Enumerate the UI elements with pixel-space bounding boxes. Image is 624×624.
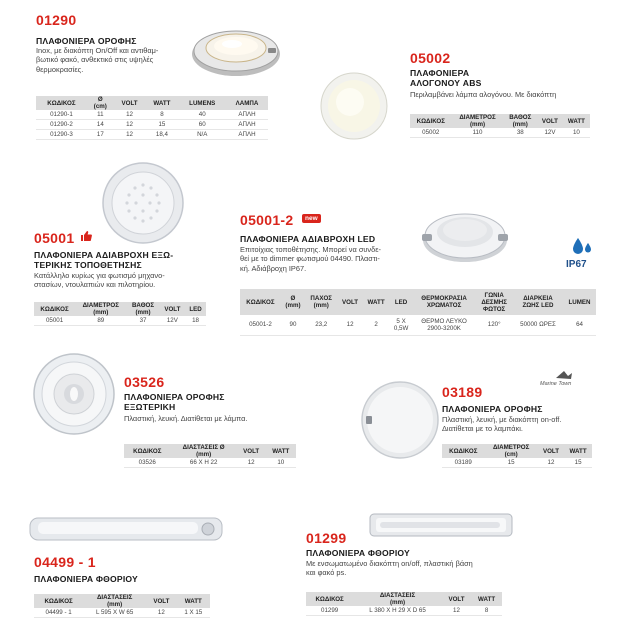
- table-header-row: [34, 594, 210, 608]
- column-header: ΚΩΔΙΚΟΣ: [34, 302, 75, 316]
- table-cell: 10: [266, 458, 296, 468]
- product-title: ΠΛΑΦΟΝΙΕΡΑ ΦΘΟΡΙΟΥ: [306, 548, 410, 558]
- column-header: LUMEN: [563, 289, 596, 315]
- column-header: VOLT: [237, 444, 266, 458]
- desc-line: κή. Αδιάβροχη IP67.: [240, 263, 307, 273]
- table-row: [34, 608, 210, 618]
- column-header: ΚΩΔΙΚΟΣ: [442, 444, 485, 458]
- product-description: [306, 559, 473, 578]
- column-header: ΚΩΔΙΚΟΣ: [34, 594, 83, 608]
- table-cell: 12: [146, 608, 177, 618]
- product-code: 03526: [124, 374, 165, 390]
- column-header: WATT: [363, 289, 390, 315]
- table-row: [36, 120, 268, 130]
- product-title: ΠΛΑΦΟΝΙΕΡΑ ΦΘΟΡΙΟΥ: [34, 574, 138, 584]
- spec-table: [410, 114, 590, 138]
- table-cell: 01290-1: [36, 110, 87, 120]
- product-title: ΠΛΑΦΟΝΙΕΡΑ ΑΔΙΑΒΡΟΧΗ ΕΞΩ- ΤΕΡΙΚΗΣ ΤΟΠΟΘΕΤΗΣΗΣ: [34, 250, 174, 270]
- table-cell: 1 X 15: [177, 608, 210, 618]
- table-cell: 12: [114, 110, 146, 120]
- desc-line: Περιλαμβάνει λάμπα αλογόνου. Με διακόπτη: [410, 90, 557, 99]
- product-description: [410, 90, 556, 99]
- column-header: WATT: [564, 444, 592, 458]
- column-header: VOLT: [537, 114, 563, 128]
- column-header: VOLT: [160, 302, 186, 316]
- table-cell: 8: [471, 606, 502, 616]
- spec-table: [240, 289, 596, 336]
- table-cell: 64: [563, 315, 596, 335]
- table-cell: 40: [179, 110, 226, 120]
- column-header: VOLT: [337, 289, 362, 315]
- table-cell: 11: [87, 110, 114, 120]
- water-drops-icon: [570, 236, 594, 258]
- desc-line: και φακό ps.: [306, 568, 347, 578]
- table-cell: 110: [452, 128, 504, 138]
- table-cell: 15: [485, 458, 538, 468]
- table-cell: 18: [185, 316, 206, 326]
- table-row: [36, 130, 268, 140]
- desc-line: θεί με το dimmer φωτισμού 04490. Πλαστι-: [240, 254, 380, 264]
- column-header: LED: [185, 302, 206, 316]
- column-header: VOLT: [114, 96, 146, 110]
- table-cell: 12V: [160, 316, 186, 326]
- table-cell: 2: [363, 315, 390, 335]
- column-header: VOLT: [146, 594, 177, 608]
- product-title: ΠΛΑΦΟΝΙΕΡΑ ΟΡΟΦΗΣ: [442, 404, 543, 414]
- halogen-ceiling-light-image: [318, 70, 390, 142]
- table-cell: 05001: [34, 316, 75, 326]
- table-cell: 15: [145, 120, 178, 130]
- spec-table: [442, 444, 592, 468]
- table-cell: 120°: [475, 315, 512, 335]
- desc-line: στασίων, ντουλαπιών και πιλοτηρίου.: [34, 280, 156, 290]
- column-header: ΓΩΝΙΑ ΔΕΣΜΗΣ ΦΩΤΟΣ: [475, 289, 512, 315]
- table-cell: 01290-2: [36, 120, 87, 130]
- table-header-row: [442, 444, 592, 458]
- table-cell: 12: [538, 458, 564, 468]
- product-title: ΠΛΑΦΟΝΙΕΡΑ ΑΔΙΑΒΡΟΧΗ LED: [240, 234, 376, 244]
- ceiling-light-inox-image: [188, 20, 284, 80]
- waterproof-ceiling-light-image: [100, 160, 186, 246]
- table-cell: L 380 X H 29 X D 65: [353, 606, 442, 616]
- fluorescent-light-image: [28, 512, 224, 544]
- table-cell: ΑΠΛΗ: [226, 120, 268, 130]
- column-header: ΚΩΔΙΚΟΣ: [306, 592, 353, 606]
- table-cell: N/A: [179, 130, 226, 140]
- ceiling-light-switch-image: [360, 380, 440, 460]
- spec-table: [36, 96, 268, 140]
- table-header-row: [124, 444, 296, 458]
- table-row: [36, 110, 268, 120]
- desc-line: Πλαστική, λευκή. Διατίθεται με λάμπα.: [124, 414, 248, 423]
- table-row: [34, 316, 206, 326]
- column-header: ΚΩΔΙΚΟΣ: [240, 289, 281, 315]
- table-cell: L 595 X W 65: [83, 608, 146, 618]
- table-cell: 38: [503, 128, 537, 138]
- table-cell: ΑΠΛΗ: [226, 130, 268, 140]
- table-cell: 05002: [410, 128, 452, 138]
- table-cell: 01290-3: [36, 130, 87, 140]
- table-cell: 89: [75, 316, 126, 326]
- desc-line: Πλαστική, λευκή, με διακόπτη on-off.: [442, 415, 562, 424]
- column-header: WATT: [563, 114, 590, 128]
- table-cell: 5 X 0,5W: [389, 315, 412, 335]
- brand-label: Marine Town: [540, 381, 572, 387]
- table-cell: ΑΠΛΗ: [226, 110, 268, 120]
- column-header: WATT: [177, 594, 210, 608]
- column-header: ΔΙΑΡΚΕΙΑ ΖΩΗΣ LED: [513, 289, 563, 315]
- table-cell: 01299: [306, 606, 353, 616]
- product-description: [36, 46, 196, 74]
- table-cell: 12: [337, 315, 362, 335]
- table-cell: 17: [87, 130, 114, 140]
- column-header: Ø (mm): [281, 289, 305, 315]
- table-header-row: [34, 302, 206, 316]
- column-header: LED: [389, 289, 412, 315]
- table-cell: 12: [114, 130, 146, 140]
- desc-line: βωτικό φακό, ανθεκτικό στις υψηλές: [36, 55, 154, 65]
- spec-table: [34, 594, 210, 618]
- column-header: ΔΙΑΜΕΤΡΟΣ (mm): [452, 114, 504, 128]
- table-row: [240, 315, 596, 335]
- product-description: [442, 415, 561, 434]
- table-cell: 18,4: [145, 130, 178, 140]
- new-badge: new: [302, 214, 321, 223]
- table-header-row: [410, 114, 590, 128]
- desc-line: θερμοκρασίες.: [36, 64, 84, 74]
- table-row: [306, 606, 502, 616]
- column-header: ΔΙΑΣΤΑΣΕΙΣ (mm): [353, 592, 442, 606]
- thumbs-up-icon: [80, 230, 92, 242]
- table-cell: 12: [237, 458, 266, 468]
- product-code: 05001-2: [240, 212, 294, 228]
- table-header-row: [36, 96, 268, 110]
- table-cell: 8: [145, 110, 178, 120]
- column-header: ΘΕΡΜΟΚΡΑΣΙΑ ΧΡΩΜΑΤΟΣ: [413, 289, 476, 315]
- column-header: ΠΑΧΟΣ (mm): [305, 289, 337, 315]
- spec-table: [306, 592, 502, 616]
- table-header-row: [306, 592, 502, 606]
- table-cell: 15: [564, 458, 592, 468]
- table-cell: 12V: [537, 128, 563, 138]
- spec-table: [34, 302, 206, 326]
- table-cell: 90: [281, 315, 305, 335]
- table-cell: 05001-2: [240, 315, 281, 335]
- column-header: Ø (cm): [87, 96, 114, 110]
- product-code: 05001: [34, 230, 75, 246]
- column-header: ΒΑΘΟΣ (mm): [126, 302, 159, 316]
- desc-line: Με ενσωματωμένο διακόπτη on/off, πλαστική βάση: [306, 559, 473, 568]
- column-header: ΒΑΘΟΣ (mm): [503, 114, 537, 128]
- marine-town-logo-icon: [554, 370, 574, 380]
- column-header: ΛΑΜΠΑ: [226, 96, 268, 110]
- table-row: [442, 458, 592, 468]
- column-header: VOLT: [538, 444, 564, 458]
- led-waterproof-light-image: [420, 204, 510, 264]
- table-header-row: [240, 289, 596, 315]
- table-cell: 03189: [442, 458, 485, 468]
- desc-line: Κατάλληλο κυρίως για φωτισμό μηχανο-: [34, 271, 165, 280]
- table-cell: 03526: [124, 458, 171, 468]
- table-cell: 14: [87, 120, 114, 130]
- table-cell: ΘΕΡΜΟ ΛΕΥΚΟ 2900-3200K: [413, 315, 476, 335]
- table-cell: 23,2: [305, 315, 337, 335]
- column-header: ΚΩΔΙΚΟΣ: [410, 114, 452, 128]
- column-header: ΚΩΔΙΚΟΣ: [36, 96, 87, 110]
- table-cell: 60: [179, 120, 226, 130]
- product-code: 05002: [410, 50, 451, 66]
- desc-line: Διατίθεται με το λαμπάκι.: [442, 424, 523, 434]
- column-header: ΔΙΑΜΕΤΡΟΣ (mm): [75, 302, 126, 316]
- column-header: WATT: [145, 96, 178, 110]
- column-header: WATT: [266, 444, 296, 458]
- table-row: [124, 458, 296, 468]
- desc-line: Inox, με διακόπτη On/Off και αντιθαμ-: [36, 46, 159, 55]
- column-header: WATT: [471, 592, 502, 606]
- product-title: ΠΛΑΦΟΝΙΕΡΑ ΟΡΟΦΗΣ: [36, 36, 137, 46]
- product-description: [34, 271, 165, 290]
- product-description: [124, 414, 247, 423]
- table-cell: 50000 ΩΡΕΣ: [513, 315, 563, 335]
- spec-table: [124, 444, 296, 468]
- column-header: ΚΩΔΙΚΟΣ: [124, 444, 171, 458]
- column-header: VOLT: [442, 592, 471, 606]
- table-row: [410, 128, 590, 138]
- product-code: 03189: [442, 384, 483, 400]
- fluorescent-light-switch-image: [368, 510, 514, 540]
- table-cell: 12: [442, 606, 471, 616]
- desc-line: Επιτοίχιας τοποθέτησης. Μπορεί να συνδε-: [240, 245, 381, 254]
- ip67-rating: IP67: [566, 259, 587, 270]
- table-cell: 10: [563, 128, 590, 138]
- column-header: ΔΙΑΣΤΑΣΕΙΣ Ø (mm): [171, 444, 237, 458]
- product-code: 04499 - 1: [34, 554, 96, 570]
- product-title: ΠΛΑΦΟΝΙΕΡΑ ΟΡΟΦΗΣ ΕΞΩΤΕΡΙΚΗ: [124, 392, 225, 412]
- product-code: 01299: [306, 530, 347, 546]
- table-cell: 37: [126, 316, 159, 326]
- product-code: 01290: [36, 12, 77, 28]
- table-cell: 12: [114, 120, 146, 130]
- product-description: [240, 245, 381, 273]
- product-title: ΠΛΑΦΟΝΙΕΡΑ ΑΛΟΓΟΝΟΥ ABS: [410, 68, 482, 88]
- table-cell: 66 X H 22: [171, 458, 237, 468]
- column-header: LUMENS: [179, 96, 226, 110]
- column-header: ΔΙΑΜΕΤΡΟΣ (cm): [485, 444, 538, 458]
- column-header: ΔΙΑΣΤΑΣΕΙΣ (mm): [83, 594, 146, 608]
- table-cell: 04499 - 1: [34, 608, 83, 618]
- exterior-ceiling-light-image: [32, 352, 116, 436]
